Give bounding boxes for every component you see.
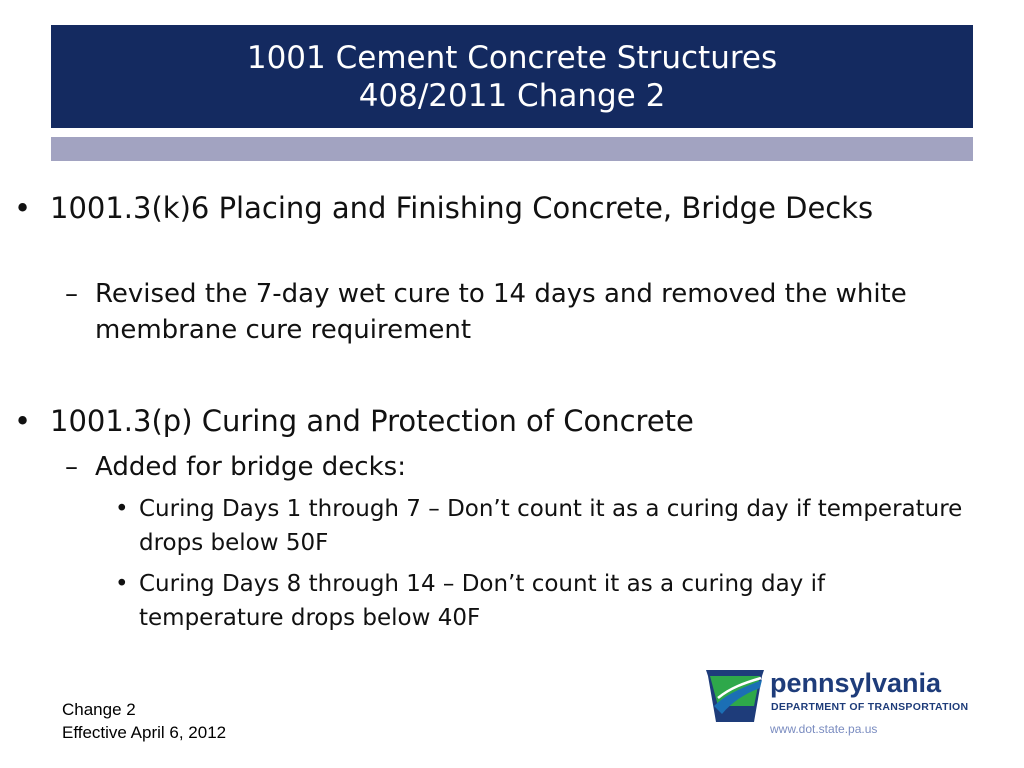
sub-sub-bullet-text: Curing Days 1 through 7 – Don’t count it as a curing day if temperature drops below 50F <box>139 496 963 556</box>
slide-title-line1: 1001 Cement Concrete Structures <box>246 39 778 76</box>
bullet-text: 1001.3(k)6 Placing and Finishing Concrete, Bridge Decks <box>50 191 874 225</box>
bullet-marker: • <box>115 571 129 597</box>
sub-bullet-text: Revised the 7-day wet cure to 14 days and removed the white membrane cure requirement <box>95 279 907 345</box>
bullet-marker: • <box>14 191 32 225</box>
dash-marker: – <box>65 452 78 482</box>
logo-subtitle: DEPARTMENT OF TRANSPORTATION <box>771 701 969 713</box>
accent-bar <box>51 137 973 161</box>
dash-marker: – <box>65 279 78 309</box>
bullet-marker: • <box>115 496 129 522</box>
sub-sub-bullet-text: Curing Days 8 through 14 – Don’t count it as a curing day if temperature drops below 40F <box>139 571 826 631</box>
sub-bullet-item <box>65 276 955 348</box>
sub-sub-bullet-item <box>115 567 969 635</box>
footer-line2: Effective April 6, 2012 <box>62 723 227 742</box>
keystone-icon <box>704 666 766 724</box>
footer-note <box>62 698 226 744</box>
website-url[interactable]: www.dot.state.pa.us <box>770 722 878 736</box>
bullet-item <box>14 401 950 441</box>
sub-sub-bullet-item <box>115 492 969 560</box>
slide-title-bar <box>51 25 973 128</box>
logo-wordmark: pennsylvania <box>770 668 942 698</box>
bullet-item <box>14 188 950 228</box>
footer-line1: Change 2 <box>62 700 136 719</box>
bullet-text: 1001.3(p) Curing and Protection of Concrete <box>50 404 694 438</box>
sub-bullet-text: Added for bridge decks: <box>95 452 406 482</box>
slide-title-line2: 408/2011 Change 2 <box>358 77 666 114</box>
sub-bullet-item <box>65 449 955 485</box>
bullet-marker: • <box>14 404 32 438</box>
